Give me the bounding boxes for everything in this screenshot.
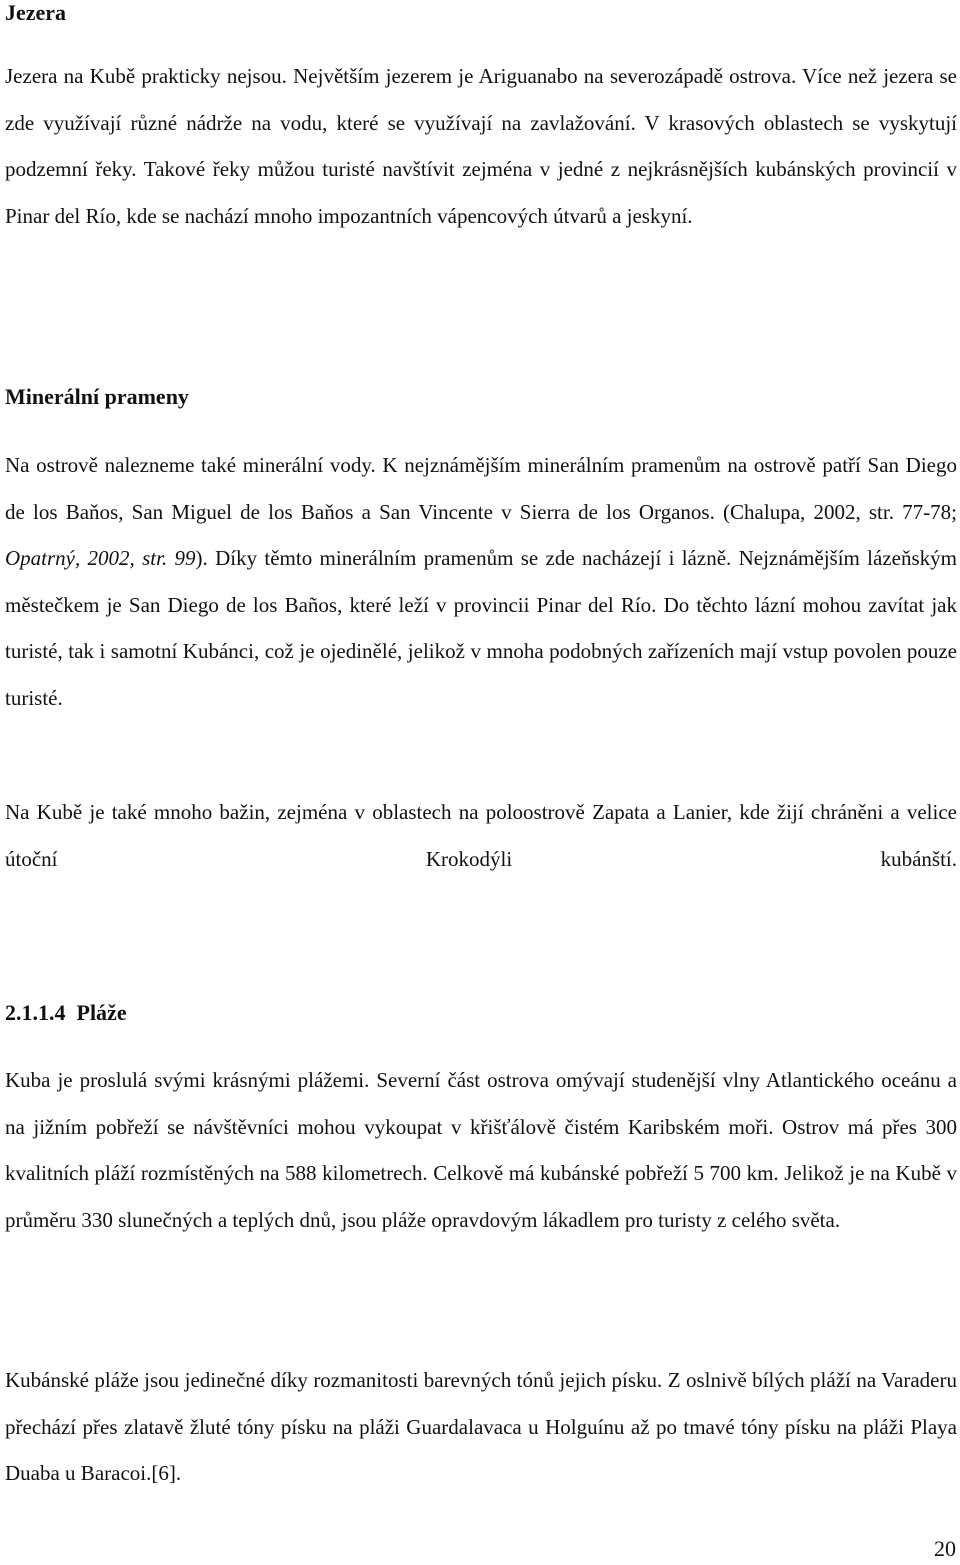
heading-beaches: [5, 1000, 127, 1026]
section-number: 2.1.1.4: [5, 1000, 66, 1025]
paragraph-beaches-1: Kuba je proslulá svými krásnými plážemi. Severní část ostrova omývají studenější vlny Atlantického oceánu a na jižním pobřeží se návštěvníci mohou vykoupat v křišťálově čistém Karibském moři. Ostrov má přes 300 kvalitních pláží rozmístěných na 588 kilometrech. Celkově má kubánské pobřeží 5 700 km. Jelikož je na Kubě v průměru 330 slunečných a teplých dnů, jsou pláže opravdovým lákadlem pro turisty z celého světa.: [5, 1068, 957, 1232]
heading-lakes: Jezera: [5, 0, 67, 25]
springs-citation-italic: Opatrný, 2002, str. 99: [5, 546, 196, 571]
page-number: 20: [934, 1536, 956, 1561]
springs-text-end: ). Díky těmto minerálním pramenům se zde nacházejí i lázně. Nejznámějším lázeňským městečkem je San Diego de los Baños, které leží v provincii Pinar del Río. Do těchto lázní mohou zavítat jak turisté, tak i samotní Kubánci, což je ojedinělé, jelikož v mnoha podobných zařízeních mají vstup povolen pouze turisté.: [5, 546, 957, 710]
heading-mineral-springs: Minerální prameny: [5, 384, 189, 409]
springs-text-start: Na ostrově nalezneme také minerální vody. K nejznámějším minerálním pramenům na ostrově patří San Diego de los Baňos, San Miguel de los Baňos a San Vincente v Sierra de los Organos. (Chalupa, 2002, str. 77-78;: [5, 453, 957, 524]
paragraph-lakes: Jezera na Kubě prakticky nejsou. Největším jezerem je Ariguanabo na severozápadě ostrova. Více než jezera se zde využívají různé nádrže na vodu, které se využívají na zavlažování. V krasových oblastech se vyskytují podzemní řeky. Takové řeky můžou turisté navštívit zejména v jedné z nejkrásnějších kubánských provincií v Pinar del Río, kde se nachází mnoho impozantních vápencových útvarů a jeskyní.: [5, 64, 957, 228]
section-title: Pláže: [76, 1000, 127, 1025]
paragraph-mineral-springs: [5, 442, 957, 722]
paragraph-beaches-2: Kubánské pláže jsou jedinečné díky rozmanitosti barevných tónů jejich písku. Z oslnivě bílých pláží na Varaderu přechází přes zlatavě žluté tóny písku na pláži Guardalavaca u Holguínu až po tmavé tóny písku na pláži Playa Duaba u Baracoi.[6].: [5, 1368, 957, 1486]
paragraph-swamps: Na Kubě je také mnoho bažin, zejména v oblastech na poloostrově Zapata a Lanier, kde žijí chráněni a velice útoční Krokodýli kubánští.: [5, 800, 957, 871]
